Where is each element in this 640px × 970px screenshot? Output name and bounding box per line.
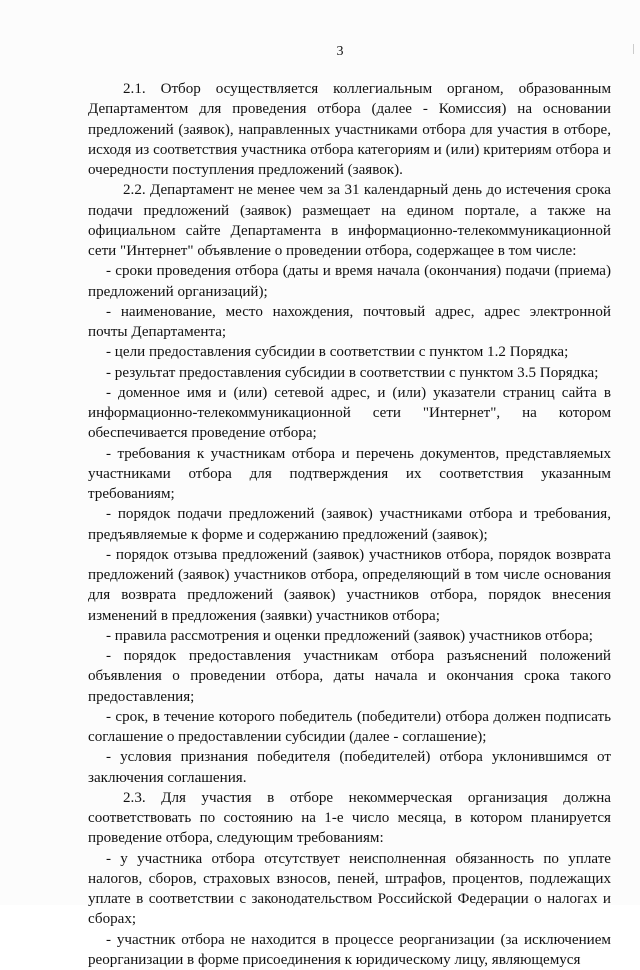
- list-item: - наименование, место нахождения, почтовый адрес, адрес электронной почты Департамента;: [88, 302, 611, 343]
- scan-edge-mark: [633, 44, 634, 54]
- list-item: - результат предоставления субсидии в соответствии с пунктом 3.5 Порядка;: [88, 363, 611, 383]
- list-item: - порядок предоставления участникам отбора разъяснений положений объявления о проведении отбора, даты начала и окончания срока такого предоставления;: [88, 646, 611, 707]
- paragraph-2-1: 2.1. Отбор осуществляется коллегиальным органом, образованным Департаментом для проведения отбора (далее - Комиссия) на основании предложений (заявок), направленных участниками отбора для участия в отборе, исходя из соответствия участника отбора категориям и (или) критериям отбора и очередности поступления предложений (заявок).: [88, 79, 611, 180]
- list-item: - требования к участникам отбора и перечень документов, представляемых участниками отбора для подтверждения их соответствия указанным требованиям;: [88, 444, 611, 505]
- list-item: - участник отбора не находится в процессе реорганизации (за исключением реорганизации в форме присоединения к юридическому лицу, являющемуся: [88, 930, 611, 970]
- page-number: 3: [0, 44, 640, 60]
- list-item: - сроки проведения отбора (даты и время начала (окончания) подачи (приема) предложений организаций);: [88, 261, 611, 302]
- list-item: - срок, в течение которого победитель (победители) отбора должен подписать соглашение о предоставлении субсидии (далее - соглашение);: [88, 707, 611, 748]
- list-item: - у участника отбора отсутствует неисполненная обязанность по уплате налогов, сборов, страховых взносов, пеней, штрафов, процентов, подлежащих уплате в соответствии с законодательством Российской Федерации о налогах и сборах;: [88, 849, 611, 930]
- list-item: - правила рассмотрения и оценки предложений (заявок) участников отбора;: [88, 626, 611, 646]
- paragraph-2-2: 2.2. Департамент не менее чем за 31 календарный день до истечения срока подачи предложений (заявок) размещает на едином портале, а также на официальном сайте Департамента в информационно-телекоммуникационной сети "Интернет" объявление о проведении отбора, содержащее в том числе:: [88, 180, 611, 261]
- list-item: - цели предоставления субсидии в соответствии с пунктом 1.2 Порядка;: [88, 342, 611, 362]
- list-item: - порядок подачи предложений (заявок) участниками отбора и требования, предъявляемые к форме и содержанию предложений (заявок);: [88, 504, 611, 545]
- list-item: - доменное имя и (или) сетевой адрес, и (или) указатели страниц сайта в информационно-телекоммуникационной сети "Интернет", на котором обеспечивается проведение отбора;: [88, 383, 611, 444]
- list-item: - условия признания победителя (победителей) отбора уклонившимся от заключения соглашения.: [88, 747, 611, 788]
- document-body: [88, 79, 611, 970]
- paragraph-2-3: 2.3. Для участия в отборе некоммерческая организация должна соответствовать по состоянию на 1-е число месяца, в котором планируется проведение отбора, следующим требованиям:: [88, 788, 611, 849]
- list-item: - порядок отзыва предложений (заявок) участников отбора, порядок возврата предложений (заявок) участников отбора, определяющий в том числе основания для возврата предложений (заявок) участников отбора, порядок внесения изменений в предложения (заявки) участников отбора;: [88, 545, 611, 626]
